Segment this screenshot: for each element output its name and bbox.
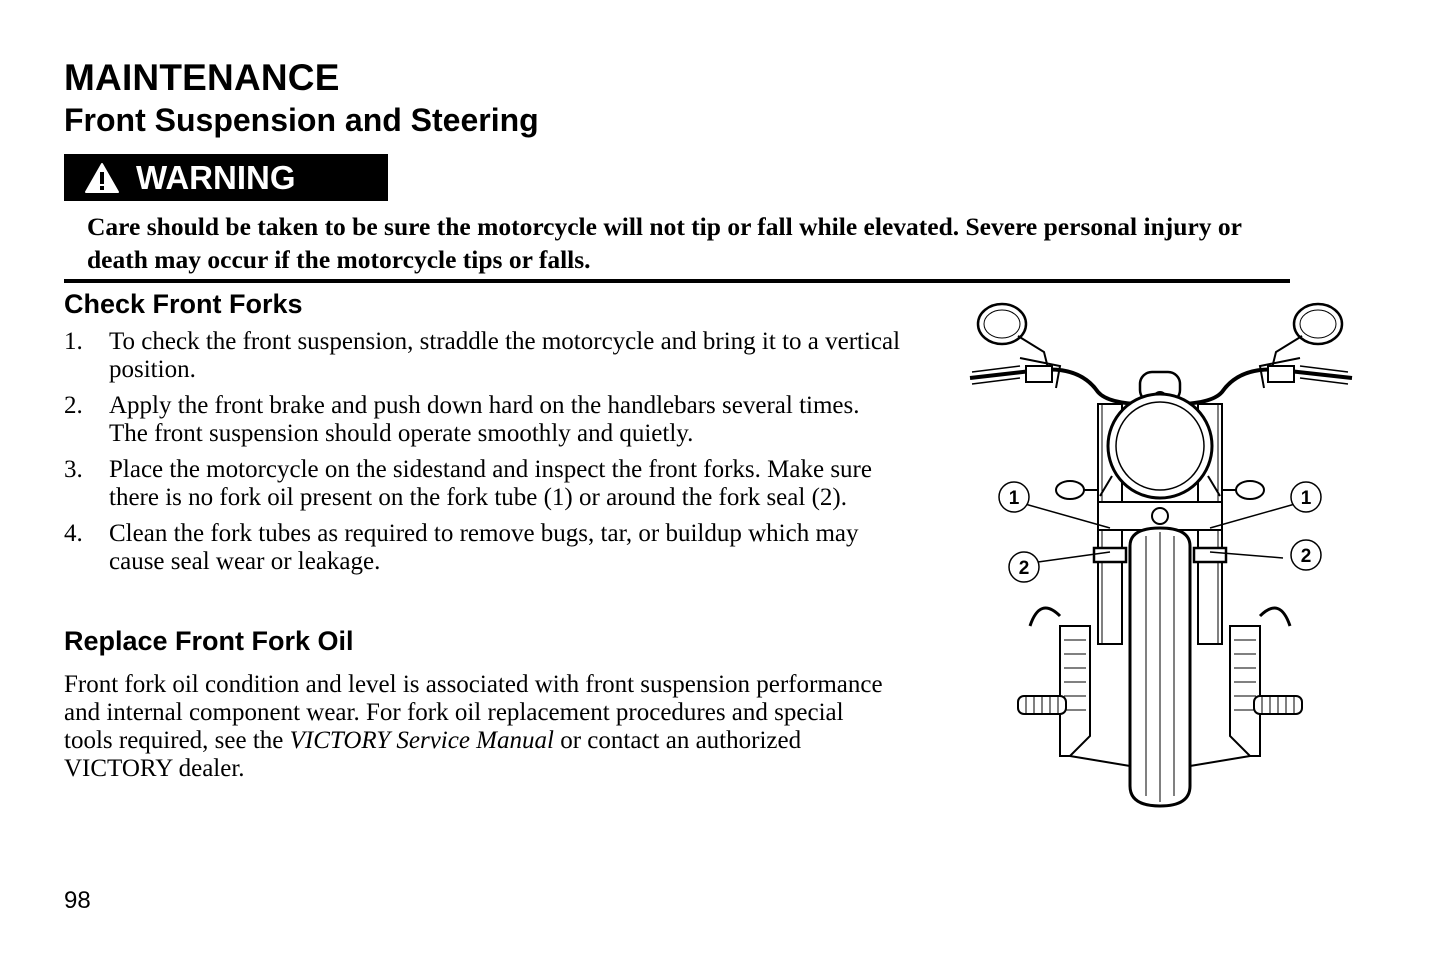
list-item [64,392,904,448]
page-number: 98 [64,887,91,914]
paragraph-text-end: or contact an authorized VICTORY dealer. [64,727,802,782]
step-number: 4. [64,520,83,547]
page-title: MAINTENANCE [64,57,340,98]
step-text: To check the front suspension, straddle the motorcycle and bring it to a vertical position. [109,328,901,383]
step-number: 2. [64,392,83,419]
warning-banner [64,154,388,201]
paragraph-text-start: Front fork oil condition and level is associated with front suspension performance and internal component wear. For fork oil replacement procedures and special tools required, see the [64,671,883,754]
callout-2-right [1291,540,1321,570]
step-text: Apply the front brake and push down hard on the handlebars several times. The front suspension should operate smoothly and quietly. [109,392,860,447]
callout-label: 1 [1008,488,1020,509]
section-heading-check-front-forks: Check Front Forks [64,289,303,319]
section-heading-replace-fork-oil: Replace Front Fork Oil [64,626,354,656]
divider [64,279,1290,283]
step-number: 1. [64,328,83,355]
list-item [64,328,904,384]
callout-1-right [1291,482,1321,512]
callout-label: 1 [1300,488,1312,509]
motorcycle-front-illustration [960,296,1360,812]
warning-text: Care should be taken to be sure the motorcycle will not tip or fall while elevated. Severe personal injury or death may occur if the motorcycle tips or falls. [87,212,1242,274]
list-item [64,520,904,576]
step-text: Place the motorcycle on the sidestand and inspect the front forks. Make sure there is no fork oil present on the fork tube (1) or around the fork seal (2). [109,456,872,511]
callout-label: 2 [1018,558,1030,579]
step-number: 3. [64,456,83,483]
list-item [64,456,904,512]
callout-1-left [999,482,1029,512]
step-text: Clean the fork tubes as required to remove bugs, tar, or buildup which may cause seal wear or leakage. [109,520,859,575]
callout-2-left [1009,552,1039,582]
fork-oil-paragraph [64,671,894,783]
front-wheel [1130,528,1190,806]
warning-label: WARNING [136,158,296,196]
page-subtitle: Front Suspension and Steering [64,102,539,138]
warning-triangle-icon [84,162,120,194]
service-manual-title: VICTORY Service Manual [289,727,554,754]
check-forks-steps [64,328,904,584]
callout-label: 2 [1300,546,1312,567]
